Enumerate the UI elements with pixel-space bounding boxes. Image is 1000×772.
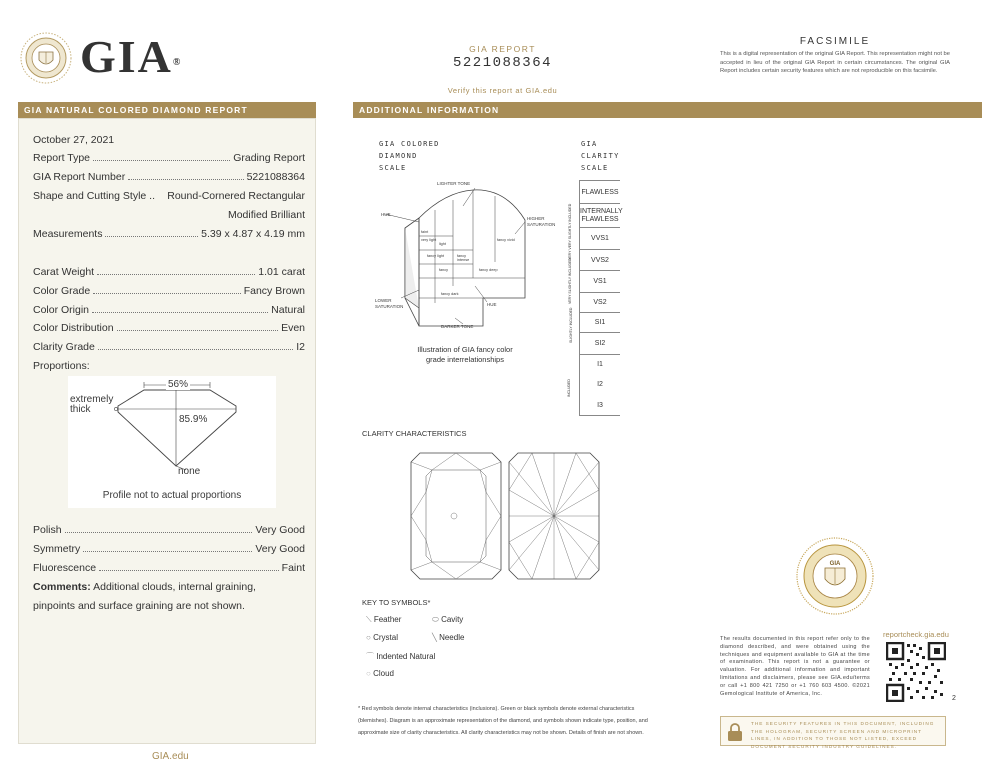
- cell-fancy-deep: fancy deep: [479, 268, 498, 272]
- lower-saturation-label: LOWER SATURATION: [375, 298, 404, 309]
- hue-top-label: HUE: [381, 212, 391, 217]
- proportions-diagram: [68, 376, 276, 508]
- security-note: THE SECURITY FEATURES IN THIS DOCUMENT, INCLUDING THE HOLOGRAM, SECURITY SCREEN AND MICROPRINT LINES, IN ADDITION TO THOSE NOT LISTED, EXCEED DOCUMENT SECURITY INDUSTRY GUIDELINES.: [751, 721, 935, 749]
- row-shape: Shape and Cutting Style .. Round-Cornered Rectangular: [33, 190, 305, 202]
- cell-light: light: [439, 242, 446, 246]
- proportions-caption: Profile not to actual proportions: [102, 490, 242, 501]
- table-percent: 56%: [168, 379, 189, 390]
- key-title: KEY TO SYMBOLS*: [362, 598, 431, 607]
- lighter-tone-label: LIGHTER TONE: [437, 181, 471, 186]
- clarity-i2: I2: [597, 381, 603, 388]
- color-grade-diagram: [375, 178, 565, 338]
- comments-text2: pinpoints and surface graining are not shown.: [33, 600, 245, 612]
- row-fluorescence: Fluorescence Faint: [33, 562, 305, 574]
- color-scale-title: GIA COLORED DIAMOND SCALE: [379, 140, 440, 172]
- depth-percent: 85.9%: [179, 414, 208, 425]
- clarity-characteristics-title: CLARITY CHARACTERISTICS: [362, 429, 467, 438]
- verify-link[interactable]: Verify this report at GIA.edu: [447, 86, 558, 95]
- reportcheck-link[interactable]: reportcheck.gia.edu: [883, 630, 949, 639]
- seal-text: GIA: [829, 561, 841, 567]
- clarity-if: INTERNALLY FLAWLESS: [580, 203, 620, 227]
- cell-very-light: very light: [421, 238, 437, 242]
- clarity-vvs2: VVS2: [580, 249, 620, 270]
- row-report-type: Report Type Grading Report: [33, 152, 305, 164]
- cell-fancy-dark: fancy dark: [441, 292, 459, 296]
- row-report-number: GIA Report Number 5221088364: [33, 171, 305, 183]
- clarity-group-i: INCLUDED: [567, 379, 571, 397]
- shape-line2: Modified Brilliant: [227, 209, 305, 221]
- cloud-icon: ○: [366, 669, 371, 678]
- clarity-scale-title: GIA CLARITY SCALE: [581, 140, 620, 172]
- clarity-vvs1: VVS1: [580, 227, 620, 249]
- report-number: 5221088364: [452, 55, 552, 71]
- proportions-label: Proportions:: [33, 360, 90, 372]
- feather-icon: ⟍: [366, 615, 372, 624]
- qr-code[interactable]: [886, 642, 946, 702]
- key-cavity: ⬭ Cavity: [432, 615, 464, 624]
- clarity-vs2: VS2: [580, 292, 620, 312]
- darker-tone-label: DARKER TONE: [441, 324, 474, 329]
- girdle-line2: thick: [70, 404, 91, 415]
- key-footnote: * Red symbols denote internal characteristics (inclusions). Green or black symbols denote external characteristics (blemishes). Diagram is an approximate representation of the diamond, and symbols shown indicate type, position, and approximate size of clarity characteristics. All clarity characteristics may not be shown. Details of finish are not shown.: [358, 706, 648, 736]
- row-carat-weight: Carat Weight 1.01 carat: [33, 266, 305, 278]
- facsimile-note: This is a digital representation of the original GIA Report. This representation might not be accepted in lieu of the original GIA Report in certain circumstances. The original GIA Report includes certain security features which are not reproducible on this facsimile.: [720, 51, 950, 74]
- crystal-icon: ○: [366, 633, 371, 642]
- comments-label: Comments:: [33, 581, 91, 593]
- gia-seal-logo: [20, 32, 72, 84]
- hue-bottom-label: HUE: [487, 302, 497, 307]
- diagram-caption: Illustration of GIA fancy color grade interrelationships: [417, 345, 513, 364]
- row-clarity-grade: Clarity Grade I2: [33, 341, 305, 353]
- clarity-vs1: VS1: [580, 270, 620, 292]
- gia-logo-text: GIA®: [80, 31, 183, 82]
- key-needle: ╲ Needle: [432, 633, 465, 642]
- row-color-grade: Color Grade Fancy Brown: [33, 285, 305, 297]
- needle-icon: ╲: [432, 633, 437, 642]
- cell-fancy-light: fancy light: [427, 254, 445, 258]
- clarity-group-vs: VERY SLIGHTLY INCLUDED: [568, 258, 572, 304]
- clarity-group-si: SLIGHTLY INCLUDED: [569, 307, 573, 343]
- cell-fancy-vivid: fancy vivid: [497, 238, 515, 242]
- plot-crown-view: [410, 452, 502, 580]
- girdle-line1: extremely: [70, 394, 114, 405]
- comments-text: Additional clouds, internal graining,: [93, 581, 256, 593]
- left-section-title: GIA NATURAL COLORED DIAMOND REPORT: [18, 102, 316, 118]
- cavity-icon: ⬭: [432, 615, 439, 624]
- clarity-flawless: FLAWLESS: [580, 180, 620, 203]
- gia-seal: [796, 537, 874, 615]
- cell-fancy: fancy: [439, 268, 449, 272]
- clarity-si2: SI2: [580, 332, 620, 354]
- disclaimer: The results documented in this report refer only to the diamond described, and were obtained using the techniques and equipment available to GIA at the time of examination. This report is not a guarantee or valuation. For additional information and important limitations and disclaimers, please see GIA.edu/terms or call +1 800 421 7250 or +1 760 603 4500. ©2021 Gemological Institute of America, Inc.: [720, 636, 870, 697]
- key-indented-natural: ⌒ Indented Natural: [366, 652, 436, 661]
- report-date: October 27, 2021: [33, 134, 115, 146]
- plot-pavilion-view: [508, 452, 600, 580]
- key-cloud: ○ Cloud: [366, 669, 394, 678]
- clarity-si1: SI1: [580, 312, 620, 332]
- row-symmetry: Symmetry Very Good: [33, 543, 305, 555]
- gia-edu-footer[interactable]: GIA.edu: [152, 751, 189, 762]
- page-number: 2: [952, 695, 956, 702]
- culet-label: none: [178, 466, 201, 477]
- comments: [33, 581, 256, 593]
- security-box: [720, 716, 946, 749]
- indented-natural-icon: ⌒: [366, 652, 374, 661]
- row-color-distribution: Color Distribution Even: [33, 322, 305, 334]
- row-color-origin: Color Origin Natural: [33, 304, 305, 316]
- right-section-title: ADDITIONAL INFORMATION: [353, 102, 982, 118]
- row-measurements: Measurements 5.39 x 4.87 x 4.19 mm: [33, 228, 305, 240]
- report-label: GIA REPORT: [469, 44, 536, 54]
- key-feather: ⟍ Feather: [366, 615, 402, 624]
- row-polish: Polish Very Good: [33, 524, 305, 536]
- clarity-i1: I1: [580, 354, 620, 374]
- clarity-group-vvs: VERY VERY SLIGHTLY INCLUDED: [568, 203, 572, 260]
- facsimile-title: FACSIMILE: [799, 36, 871, 47]
- clarity-i3: I3: [580, 395, 620, 416]
- lock-icon: [727, 723, 743, 741]
- higher-saturation-label: HIGHER SATURATION: [527, 216, 556, 227]
- cell-fancy-intense: fancy intense: [457, 254, 470, 262]
- key-crystal: ○ Crystal: [366, 633, 398, 642]
- cell-faint: faint: [421, 230, 429, 234]
